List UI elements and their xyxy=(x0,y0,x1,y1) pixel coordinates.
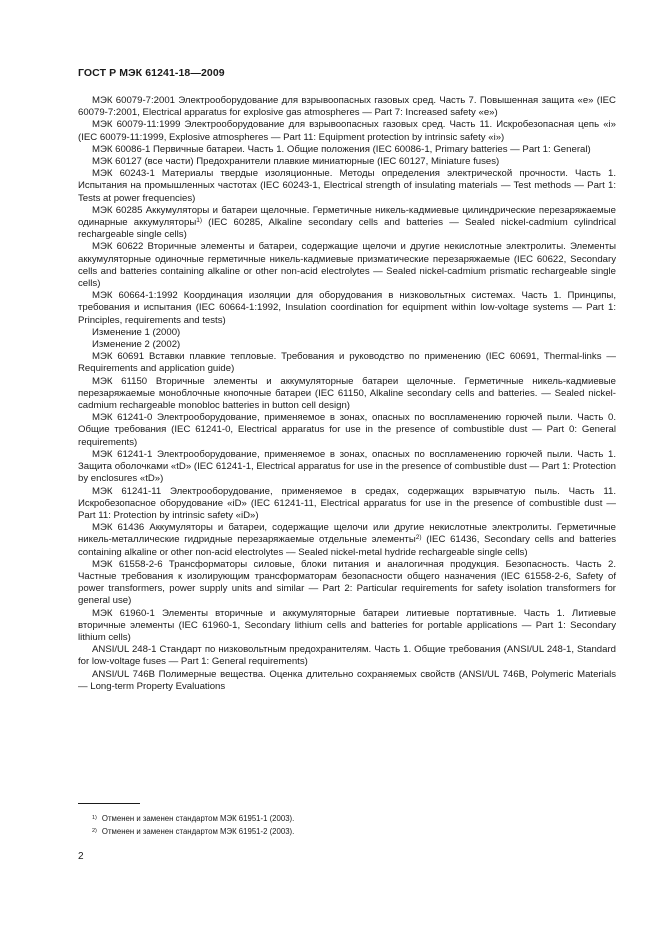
footnote-ref: 1) xyxy=(196,217,202,225)
reference-item: МЭК 61241-11 Электрооборудование, применяемое в средах, содержащих взрывчатую пыль. Часть 11. Искробезопасное оборудование «iD» (IEC 61241-11, Electrical apparatus for use in the presence of combustible dust — Part 11: Protection by intrinsic safety «iD») xyxy=(78,485,616,521)
references-list xyxy=(78,95,616,693)
footnotes xyxy=(92,813,612,838)
footnote-ref: 2) xyxy=(415,534,422,542)
reference-text: (IEC 60285, Alkaline secondary cells and batteries — Sealed nickel-cadmium cylindrical rechargeable single cells) xyxy=(78,217,616,241)
reference-item: МЭК 60622 Вторичные элементы и батареи, содержащие щелочи и другие некислотные электролиты. Элементы аккумуляторные одиночные герметичные никель-кадмиевые призматические перезаряжаемые (IEC 60622, Secondary cells and batteries containing alkaline or other non-acid electrolytes — Sealed nickel-cadmium prismatic rechargeable single cells) xyxy=(78,241,616,290)
reference-item: МЭК 60127 (все части) Предохранители плавкие миниатюрные (IEC 60127, Miniature fuses) xyxy=(92,156,500,168)
footnote-text: Отменен и заменен стандартом МЭК 61951-2 (2003). xyxy=(101,826,295,836)
footnote-text: Отменен и заменен стандартом МЭК 61951-1 (2003). xyxy=(101,814,295,823)
footnote-mark: 2) xyxy=(92,827,97,834)
reference-item: МЭК 60243-1 Материалы твердые изоляционные. Методы определения электрической прочности. Часть 1. Испытания на промышленных частотах (IEC 60243-1, Electrical strength of insulating materials — Test methods — Part 1: Tests at power frequencies) xyxy=(78,168,616,204)
reference-text: (IEC 61436, Secondary cells and batteries containing alkaline or other non-acid electrolytes — Sealed nickel-metal hydride rechargeable single cells) xyxy=(78,534,616,558)
reference-item xyxy=(78,205,616,242)
footnote-mark: 1) xyxy=(92,815,97,821)
reference-item: ANSI/UL 746B Полимерные вещества. Оценка длительно сохраняемых свойств (ANSI/UL 746B, Polymeric Materials — Long-term Property Evaluations xyxy=(78,668,616,692)
footnote xyxy=(92,813,612,826)
footnote xyxy=(92,826,612,839)
reference-item: МЭК 61241-0 Электрооборудование, применяемое в зонах, опасных по воспламенению горючей пыли. Часть 0. Общие требования (IEC 61241-0, Electrical apparatus for use in the presence of combustible dust — Part 0: General requirements) xyxy=(78,412,616,448)
reference-item: МЭК 60664-1:1992 Координация изоляции для оборудования в низковольтных системах. Часть 1. Принципы, требования и испытания (IEC 60664-1:1992, Insulation coordination for equipment within low-voltage systems — Part 1: Principles, requirements and tests) xyxy=(78,290,616,326)
reference-item: МЭК 60079-11:1999 Электрооборудование для взрывоопасных газовых сред. Часть 11. Искробезопасная цепь «i» (IEC 60079-11:1999, Explosive atmospheres — Part 11: Equipment protection by intrinsic safety «i») xyxy=(78,119,616,143)
page-header: ГОСТ Р МЭК 61241-18—2009 xyxy=(78,67,225,79)
reference-text: МЭК 61436 Аккумуляторы и батареи, содержащие щелочи или другие некислотные электролиты. Герметичные никель-металлические гидридные перезаряжаемые отдельные элементы xyxy=(78,522,616,546)
reference-item: Изменение 2 (2002) xyxy=(92,339,181,351)
reference-text: МЭК 60285 Аккумуляторы и батареи щелочные. Герметичные никель-кадмиевые цилиндрические перезаряжаемые одинарные аккумуляторы xyxy=(78,204,616,229)
page-number: 2 xyxy=(78,851,84,862)
reference-item: Изменение 1 (2000) xyxy=(92,326,181,338)
footnote-divider xyxy=(78,803,140,804)
reference-item: МЭК 61960-1 Элементы вторичные и аккумуляторные батареи литиевые портативные. Часть 1. Литиевые вторичные элементы (IEC 61960-1, Secondary lithium cells and batteries for portable applications — Part 1: Secondary lithium cells) xyxy=(78,607,616,643)
reference-item: ANSI/UL 248-1 Стандарт по низковольтным предохранителям. Часть 1. Общие требования (ANSI/UL 248-1, Standard for low-voltage fuses — Part 1: General requirements) xyxy=(78,644,616,668)
reference-item: МЭК 61241-1 Электрооборудование, применяемое в зонах, опасных по воспламенению горючей пыли. Часть 1. Защита оболочками «tD» (IEC 61241-1, Electrical apparatus for use in the presence of combustible dust — Part 1: Protection by enclosures «tD») xyxy=(78,448,616,485)
reference-item: МЭК 61558-2-6 Трансформаторы силовые, блоки питания и аналогичная продукция. Безопасность. Часть 2. Частные требования к изолирующим трансформаторам безопасности общего назначения (IEC 61558-2-6, Safety of power transformers, power supply units and similar — Part 2: Particular requirements for safety isolation transformers for general use) xyxy=(78,558,616,607)
reference-item: МЭК 60691 Вставки плавкие тепловые. Требования и руководство по применению (IEC 60691, Thermal-links — Requirements and application guide) xyxy=(78,351,616,375)
reference-item: МЭК 60079-7:2001 Электрооборудование для взрывоопасных газовых сред. Часть 7. Повышенная защита «е» (IEC 60079-7:2001, Electrical apparatus for explosive gas atmospheres — Part 7: Increased safety «е») xyxy=(78,95,616,119)
reference-item: МЭК 61150 Вторичные элементы и аккумуляторные батареи щелочные. Герметичные никель-кадмиевые перезаряжаемые моноблочные кнопочные батареи (IEC 61150, Alkaline secondary cells and batteries. — Sealed nickel-cadmium rechargeable monobloc batteries in button cell design) xyxy=(78,375,616,412)
reference-item xyxy=(78,522,616,559)
reference-item: МЭК 60086-1 Первичные батареи. Часть 1. Общие положения (IEC 60086-1, Primary batteries — Part 1: General) xyxy=(92,143,591,155)
